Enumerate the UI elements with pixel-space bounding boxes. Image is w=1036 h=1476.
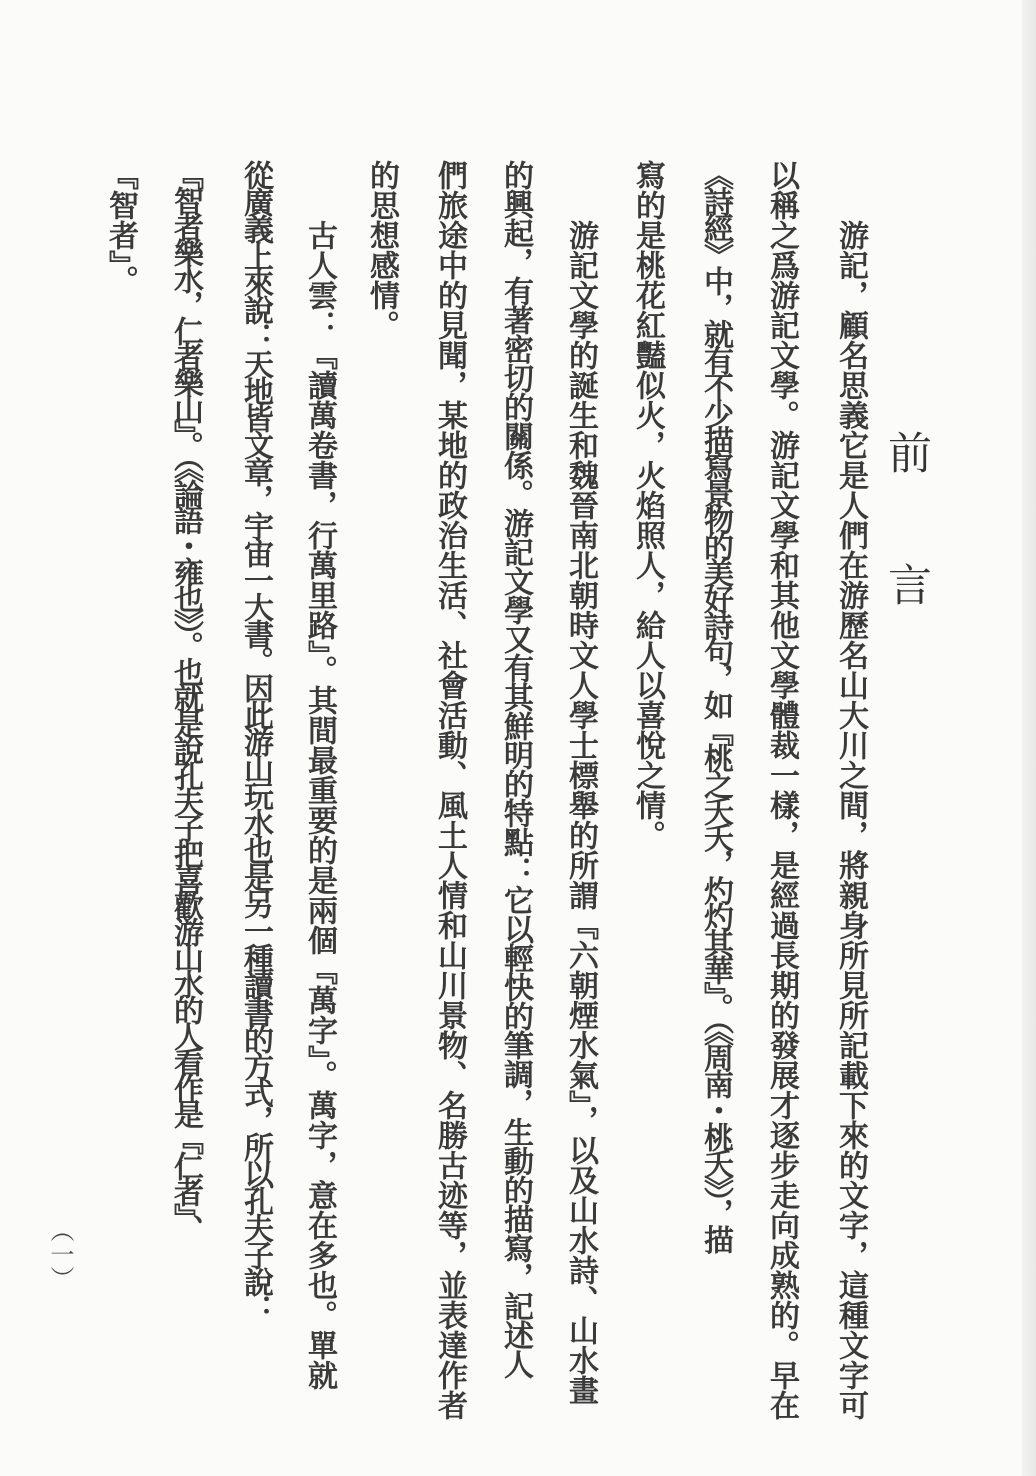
text-column-10: 從廣義上來說：天地皆文章，宇宙一大書。因此游山玩水也是另一種讀書的方式，所以孔夫子說：	[238, 160, 273, 1321]
text-column-12: 『智者』。	[103, 160, 138, 295]
text-column-4: 寫的是桃花紅豔似火，火焰照人，給人以喜悅之情。	[630, 160, 665, 850]
text-column-3: 《詩經》中，就有不少描寫景物的美好詩句，如『桃之夭夭，灼灼其華』。（《周南・桃夭》），描	[698, 160, 733, 1251]
page-title: 前言	[880, 430, 931, 694]
text-column-5: 游記文學的誕生和魏晉南北朝時文人學士標舉的所謂『六朝煙水氣』，以及山水詩、山水畫	[563, 220, 598, 1405]
text-column-9: 古人雲：『讀萬卷書，行萬里路』。其間最重要的是兩個『萬字』。萬字，意在多也。單就	[302, 220, 337, 1390]
text-column-7: 們旅途中的見聞，某地的政治生活、社會活動、風土人情和山川景物、名勝古迹等，並表達作者	[432, 160, 467, 1420]
text-column-6: 的興起，有著密切的關係。游記文學又有其鮮明的特點：它以輕快的筆調，生動的描寫，記述人	[498, 160, 533, 1378]
page-edge	[1022, 0, 1036, 1476]
text-column-11: 『智者樂水，仁者樂山』。（《論語・雍也》）。也就是說孔夫子把喜歡游山水的人看作是『仁者』、	[168, 160, 203, 1240]
page-number: （一）	[46, 1218, 74, 1290]
text-column-1: 游記，顧名思義它是人們在游歷名山大川之間，將親身所見所記載下來的文字，這種文字可	[833, 220, 868, 1420]
text-column-2: 以稱之爲游記文學。游記文學和其他文學體裁一樣，是經過長期的發展才逐步走向成熟的。早在	[764, 160, 799, 1420]
text-column-8: 的思想感情。	[364, 160, 399, 340]
